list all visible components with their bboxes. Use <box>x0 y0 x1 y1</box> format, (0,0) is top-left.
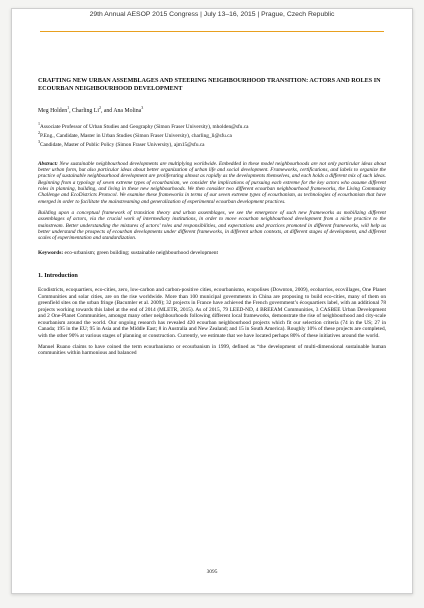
running-header: 29th Annual AESOP 2015 Congress | July 13–16, 2015 | Prague, Czech Republic <box>89 11 335 18</box>
page-number: 3095 <box>206 569 218 575</box>
author-line: Meg Holden$^1$, Charling Li$^2$, and Ana Molina$^3$ <box>38 105 144 115</box>
keywords-label: Keywords: <box>38 249 64 256</box>
paper-title: CRAFTING NEW URBAN ASSEMBLAGES AND STEERING NEIGHBOURHOOD TRANSITION: ACTORS AND ROLES IN ECOURBAN NEIGHBOURHOOD DEVELOPMENT <box>38 77 381 92</box>
affiliation-sup: 2 <box>38 130 40 136</box>
affiliation-text: P.Eng., Candidate, Master in Urban Studies (Simon Fraser University), charling_li@sfu.ca <box>40 133 232 140</box>
paper-page <box>11 8 413 594</box>
author-sup: 1 <box>67 105 70 111</box>
author-name: Meg Holden <box>38 108 68 115</box>
section-heading-introduction: 1. Introduction <box>38 272 78 280</box>
keywords-text: eco-urbanism; green building; sustainable neighbourhood development <box>64 249 218 256</box>
affiliation <box>38 139 386 148</box>
affiliation-sup: 1 <box>38 121 40 127</box>
header-rule <box>40 31 384 32</box>
abstract-paragraph-2: Building upon a conceptual framework of transition theory and urban assemblages, we see the emergence of such new frameworks as mobilizing different assemblages of actors, via the crucial work of intermediary institutions, in order to move ecourban neighbourhood development from a niche practice to the mainstream. Better understanding the mixtures of actors’ roles and responsibilities, and expectations and practices promoted in different frameworks, will help us better understand the prospects of ecourban developments under different frameworks, in different urban contexts, at different stages of development, and different scales of experimentation and standardization. <box>38 210 386 242</box>
paper-body <box>38 77 386 357</box>
author-name: Charling Li <box>72 108 99 115</box>
affiliation <box>38 121 386 130</box>
intro-paragraph-2: Manuel Ruano claims to have coined the term ecourbanismo or ecourbanism in 1999, defined as “the development of multi-dimensional sustainable human communities within harmonious and balanced <box>38 343 386 357</box>
author-sup: 2 <box>98 105 101 111</box>
abstract <box>38 161 386 242</box>
affiliation-text: Associate Professor of Urban Studies and Geography (Simon Fraser University), mholden@sfu.ca <box>40 123 249 130</box>
affiliation-text: Candidate, Master of Public Policy (Simon Fraser University), ajm15@sfu.ca <box>40 142 205 149</box>
abstract-label: Abstract: <box>38 160 58 167</box>
affiliation <box>38 130 386 139</box>
intro-paragraph-1: Ecodistricts, ecoquartiers, eco-cities, zero, low-carbon and carbon-positive cities, ecourbanismo, ecopolises (Downton, 2009), ecobarrios, ecovillages, One Planet Communities and solar cities, are on the rise worldwide. More than 100 municipal governments in China are proposing to build eco-cities, many of them on greenfield sites on the urban fringe (Bacumler et al. 2009); 32 projects in France have achieved the French government’s écoquartiers label, with an additional 78 projects working towards this label at the end of 2014 (MLETR, 2015). As of 2015, 79 LEED-ND, 4 BREEAM Communities, 3 CASBEE Urban Development and 2 One-Planet Communities, amongst many other neighbourhoods following different local frameworks, demonstrate the rise of neighbourhood and city-scale ecourbanism around the world. Our ongoing research has revealed 420 ecourban neighbourhood projects which fit our selection criteria (74 in the US; 27 in Canada; 195 in the EU; 95 in Asia and the Middle East; 8 in Australia and New Zealand; and 15 in South America). Roughly 10% of these projects are completed, with the other 90% at various stages of planning or construction. Currently, we estimate that we have located perhaps 80% of these initiatives around the world. <box>38 287 386 339</box>
author-sup: 3 <box>141 105 144 111</box>
abstract-paragraph-1: New sustainable neighbourhood developments are multiplying worldwide. Embedded in these model neighbourhoods are not only particular ideas about better urban form, but also particular ideas about better organization of urban life and social development. Frameworks, certifications, and labels to organize the practice of sustainable neighbourhood development are proliferating almost as rapidly as the developments themselves, and each holds a different mix of such ideas. Beginning from a typology of seven extreme types of ecourbanism, we consider the implications of pursuing each extreme for the key actors who assume different roles in planning, building, and living in these new neighbourhoods. We then consider two different ecourban neighbourhood frameworks, the Living Community Challenge and EcoDistricts Protocol. We examine these frameworks in terms of our seven extreme types of ecourbanism, as technologies of ecourbanism that have emerged in order to facilitate the mainstreaming and generalization of experimental ecourban development practices. <box>38 160 386 205</box>
author-name: Ana Molina <box>113 108 142 115</box>
keywords <box>38 250 386 257</box>
affiliation-sup: 3 <box>38 139 40 145</box>
